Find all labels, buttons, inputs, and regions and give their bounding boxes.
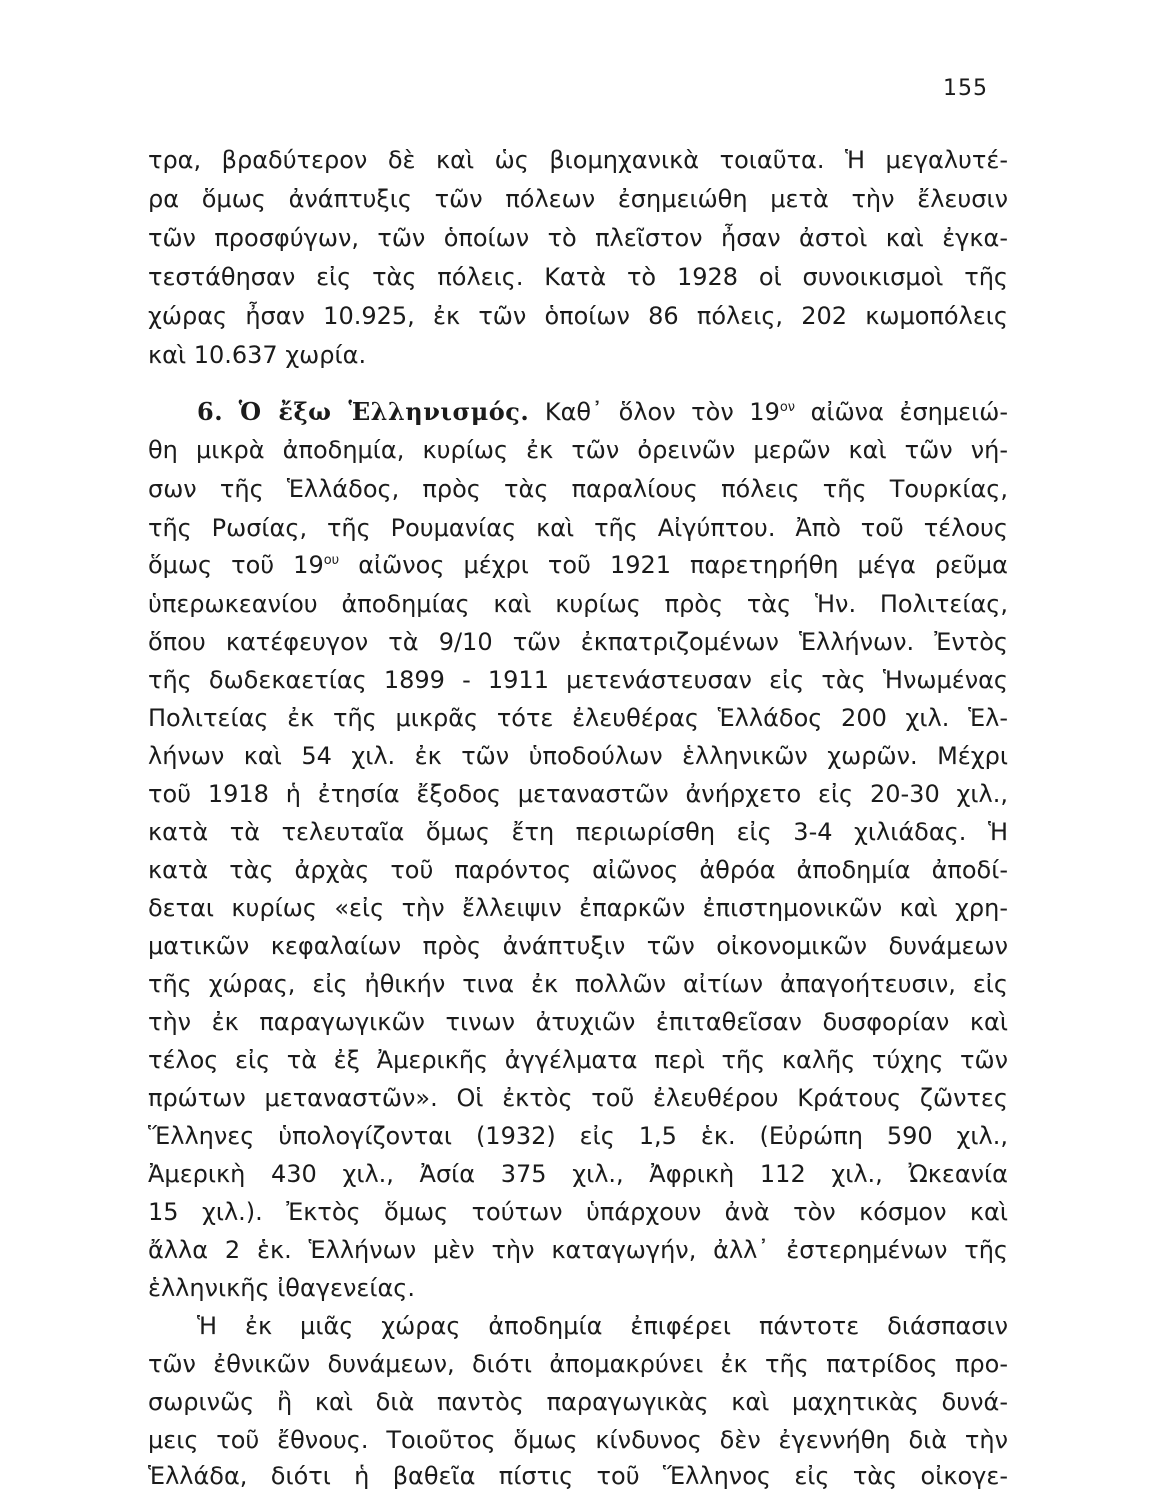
text-fragment: Καθ᾽ ὅλον τὸν 19 [544,398,780,426]
text-line: τῶν προσφύγων, τῶν ὁποίων τὸ πλεῖστον ἦσαν ἀστοὶ καὶ ἐγκα- [148,224,1008,252]
superscript: ου [323,553,340,568]
text-line: τῆς δωδεκαετίας 1899 - 1911 μετενάστευσαν εἰς τὰς Ἡνωμένας [148,666,1008,694]
text-line: τρα, βραδύτερον δὲ καὶ ὡς βιομηχανικὰ τοιαῦτα. Ἡ μεγαλυτέ- [148,146,1008,174]
text-line: μεις τοῦ ἔθνους. Τοιοῦτος ὅμως κίνδυνος δὲν ἐγεννήθη διὰ τὴν [148,1426,1008,1454]
section-heading-line [197,397,1008,426]
text-line: ματικῶν κεφαλαίων πρὸς ἀνάπτυξιν τῶν οἰκονομικῶν δυνάμεων [148,932,1008,960]
section-number: 6. [197,397,224,426]
text-fragment: αἰῶνα ἐσημειώ- [810,398,1008,426]
text-line: τοῦ 1918 ἡ ἐτησία ἔξοδος μεταναστῶν ἀνήρχετο εἰς 20-30 χιλ., [148,780,1008,808]
section-title: Ὁ ἔξω Ἑλληνισμός. [238,397,530,426]
text-line: ἑλληνικῆς ἰθαγενείας. [148,1274,416,1302]
text-line: λήνων καὶ 54 χιλ. ἐκ τῶν ὑποδούλων ἑλληνικῶν χωρῶν. Μέχρι [148,742,1008,770]
text-line: δεται κυρίως «εἰς τὴν ἔλλειψιν ἐπαρκῶν ἐπιστημονικῶν καὶ χρη- [148,894,1008,922]
text-line: 15 χιλ.). Ἐκτὸς ὅμως τούτων ὑπάρχουν ἀνὰ τὸν κόσμον καὶ [148,1198,1008,1226]
text-line: Ἕλληνες ὑπολογίζονται (1932) εἰς 1,5 ἑκ. (Εὐρώπη 590 χιλ., [148,1122,1008,1150]
text-line: Ἑλλάδα, διότι ἡ βαθεῖα πίστις τοῦ Ἕλληνος εἰς τὰς οἰκογε- [148,1462,1008,1490]
text-line: ὑπερωκεανίου ἀποδημίας καὶ κυρίως πρὸς τὰς Ἡν. Πολιτείας, [148,590,1008,618]
text-line: Ἀμερικὴ 430 χιλ., Ἀσία 375 χιλ., Ἀφρικὴ 112 χιλ., Ὠκεανία [148,1160,1008,1188]
text-line: τῆς χώρας, εἰς ἠθικήν τινα ἐκ πολλῶν αἰτίων ἀπαγοήτευσιν, εἰς [148,970,1008,998]
text-line [148,553,1008,577]
text-line: σωρινῶς ἢ καὶ διὰ παντὸς παραγωγικὰς καὶ μαχητικὰς δυνά- [148,1388,1008,1416]
text-line: ἄλλα 2 ἑκ. Ἑλλήνων μὲν τὴν καταγωγήν, ἀλλ᾽ ἐστερημένων τῆς [148,1236,1008,1264]
text-line: σων τῆς Ἑλλάδος, πρὸς τὰς παραλίους πόλεις τῆς Τουρκίας, [148,475,1008,503]
text-line: καὶ 10.637 χωρία. [148,341,367,369]
text-fragment: αἰῶνος μέχρι τοῦ 1921 παρετηρήθη μέγα ρεῦμα [358,551,1008,579]
text-line: πρώτων μεταναστῶν». Οἱ ἐκτὸς τοῦ ἐλευθέρου Κράτους ζῶντες [148,1084,1008,1112]
text-line: Ἡ ἐκ μιᾶς χώρας ἀποδημία ἐπιφέρει πάντοτε διάσπασιν [197,1312,1008,1340]
text-line: χώρας ἦσαν 10.925, ἐκ τῶν ὁποίων 86 πόλεις, 202 κωμοπόλεις [148,302,1008,330]
text-line: θη μικρὰ ἀποδημία, κυρίως ἐκ τῶν ὀρεινῶν μερῶν καὶ τῶν νή- [148,436,1008,464]
text-line: τῶν ἐθνικῶν δυνάμεων, διότι ἀπομακρύνει ἐκ τῆς πατρίδος προ- [148,1350,1008,1378]
text-line: τέλος εἰς τὰ ἐξ Ἀμερικῆς ἀγγέλματα περὶ τῆς καλῆς τύχης τῶν [148,1046,1008,1074]
text-line: τῆς Ρωσίας, τῆς Ρουμανίας καὶ τῆς Αἰγύπτου. Ἀπὸ τοῦ τέλους [148,514,1008,542]
text-line: κατὰ τὰς ἀρχὰς τοῦ παρόντος αἰῶνος ἀθρόα ἀποδημία ἀποδί- [148,856,1008,884]
text-line: ὅπου κατέφευγον τὰ 9/10 τῶν ἐκπατριζομένων Ἑλλήνων. Ἐντὸς [148,628,1008,656]
superscript: ον [779,400,796,415]
text-line: Πολιτείας ἐκ τῆς μικρᾶς τότε ἐλευθέρας Ἑλλάδος 200 χιλ. Ἑλ- [148,704,1008,732]
text-line: ρα ὅμως ἀνάπτυξις τῶν πόλεων ἐσημειώθη μετὰ τὴν ἔλευσιν [148,185,1008,213]
text-fragment: ὅμως τοῦ 19 [148,551,324,579]
text-line: κατὰ τὰ τελευταῖα ὅμως ἔτη περιωρίσθη εἰς 3-4 χιλιάδας. Ἡ [148,818,1008,846]
text-line: τεστάθησαν εἰς τὰς πόλεις. Κατὰ τὸ 1928 οἱ συνοικισμοὶ τῆς [148,263,1008,291]
text-line: τὴν ἐκ παραγωγικῶν τινων ἀτυχιῶν ἐπιταθεῖσαν δυσφορίαν καὶ [148,1008,1008,1036]
page-number: 155 [943,76,988,101]
